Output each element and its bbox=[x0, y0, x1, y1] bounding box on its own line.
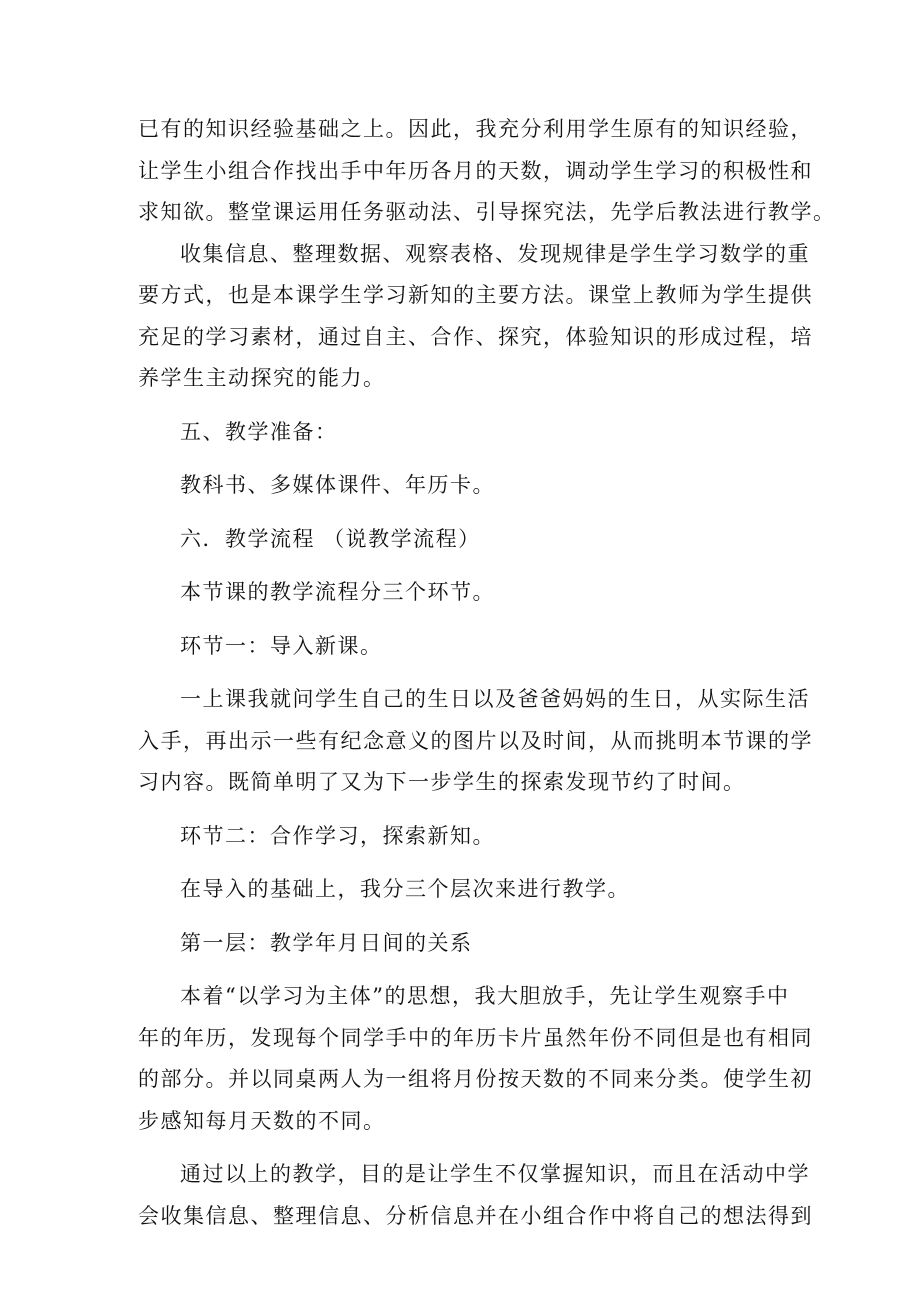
text-line: 会收集信息、整理信息、分析信息并在小组合作中将自己的想法得到 bbox=[138, 1203, 813, 1228]
text-line: 在导入的基础上，我分三个层次来进行教学。 bbox=[180, 877, 630, 901]
text-line: 本节课的教学流程分三个环节。 bbox=[180, 580, 495, 604]
text-line: 要方式，也是本课学生学习新知的主要方法。课堂上教师为学生提供 bbox=[138, 283, 813, 307]
text-line: 环节一：导入新课。 bbox=[180, 633, 383, 658]
paragraph-layer-one bbox=[138, 976, 813, 1142]
text-line: 让学生小组合作找出手中年历各月的天数，调动学生学习的积极性和 bbox=[138, 158, 813, 183]
text-line: 已有的知识经验基础之上。因此，我充分利用学生原有的知识经验， bbox=[138, 117, 813, 141]
paragraph-1 bbox=[138, 109, 836, 234]
text-line: 收集信息、整理数据、观察表格、发现规律是学生学习数学的重 bbox=[180, 241, 810, 266]
paragraph-process-intro bbox=[138, 572, 784, 614]
heading-layer-one bbox=[138, 923, 784, 965]
text-line: 教科书、多媒体课件、年历卡。 bbox=[180, 473, 495, 497]
text-line: 六．教学流程 （说教学流程） bbox=[180, 526, 481, 551]
text-line: 求知欲。整堂课运用任务驱动法、引导探究法，先学后教法进行教学。 bbox=[138, 200, 836, 224]
text-line: 的部分。并以同桌两人为一组将月份按天数的不同来分类。使学生初 bbox=[138, 1067, 813, 1091]
heading-step-two bbox=[138, 816, 784, 858]
paragraph-summary bbox=[138, 1154, 813, 1237]
text-line: 一上课我就问学生自己的生日以及爸爸妈妈的生日，从实际生活 bbox=[180, 687, 810, 711]
heading-teaching-preparation bbox=[138, 412, 784, 454]
text-line: 充足的学习素材，通过自主、合作、探究，体验知识的形成过程，培 bbox=[138, 324, 813, 349]
text-line: 养学生主动探究的能力。 bbox=[138, 366, 386, 390]
heading-teaching-process bbox=[138, 519, 784, 561]
paragraph-step-one bbox=[138, 679, 813, 804]
text-line: 本着“以学习为主体”的思想，我大胆放手，先让学生观察手中 bbox=[180, 984, 790, 1008]
heading-step-one bbox=[138, 626, 784, 668]
text-line: 年的年历，发现每个同学手中的年历卡片虽然年份不同但是也有相同 bbox=[138, 1025, 813, 1050]
text-line: 入手，再出示一些有纪念意义的图片以及时间，从而挑明本节课的学 bbox=[138, 728, 813, 753]
text-line: 习内容。既简单明了又为下一步学生的探索发现节约了时间。 bbox=[138, 770, 746, 794]
paragraph-materials bbox=[138, 465, 784, 507]
paragraph-2 bbox=[138, 234, 813, 400]
text-line: 步感知每月天数的不同。 bbox=[138, 1108, 386, 1133]
text-line: 五、教学准备： bbox=[180, 419, 338, 444]
text-line: 第一层：教学年月日间的关系 bbox=[180, 930, 473, 955]
text-line: 环节二：合作学习，探索新知。 bbox=[180, 823, 495, 848]
paragraph-step-two-intro bbox=[138, 869, 784, 911]
text-line: 通过以上的教学，目的是让学生不仅掌握知识，而且在活动中学 bbox=[180, 1162, 810, 1186]
